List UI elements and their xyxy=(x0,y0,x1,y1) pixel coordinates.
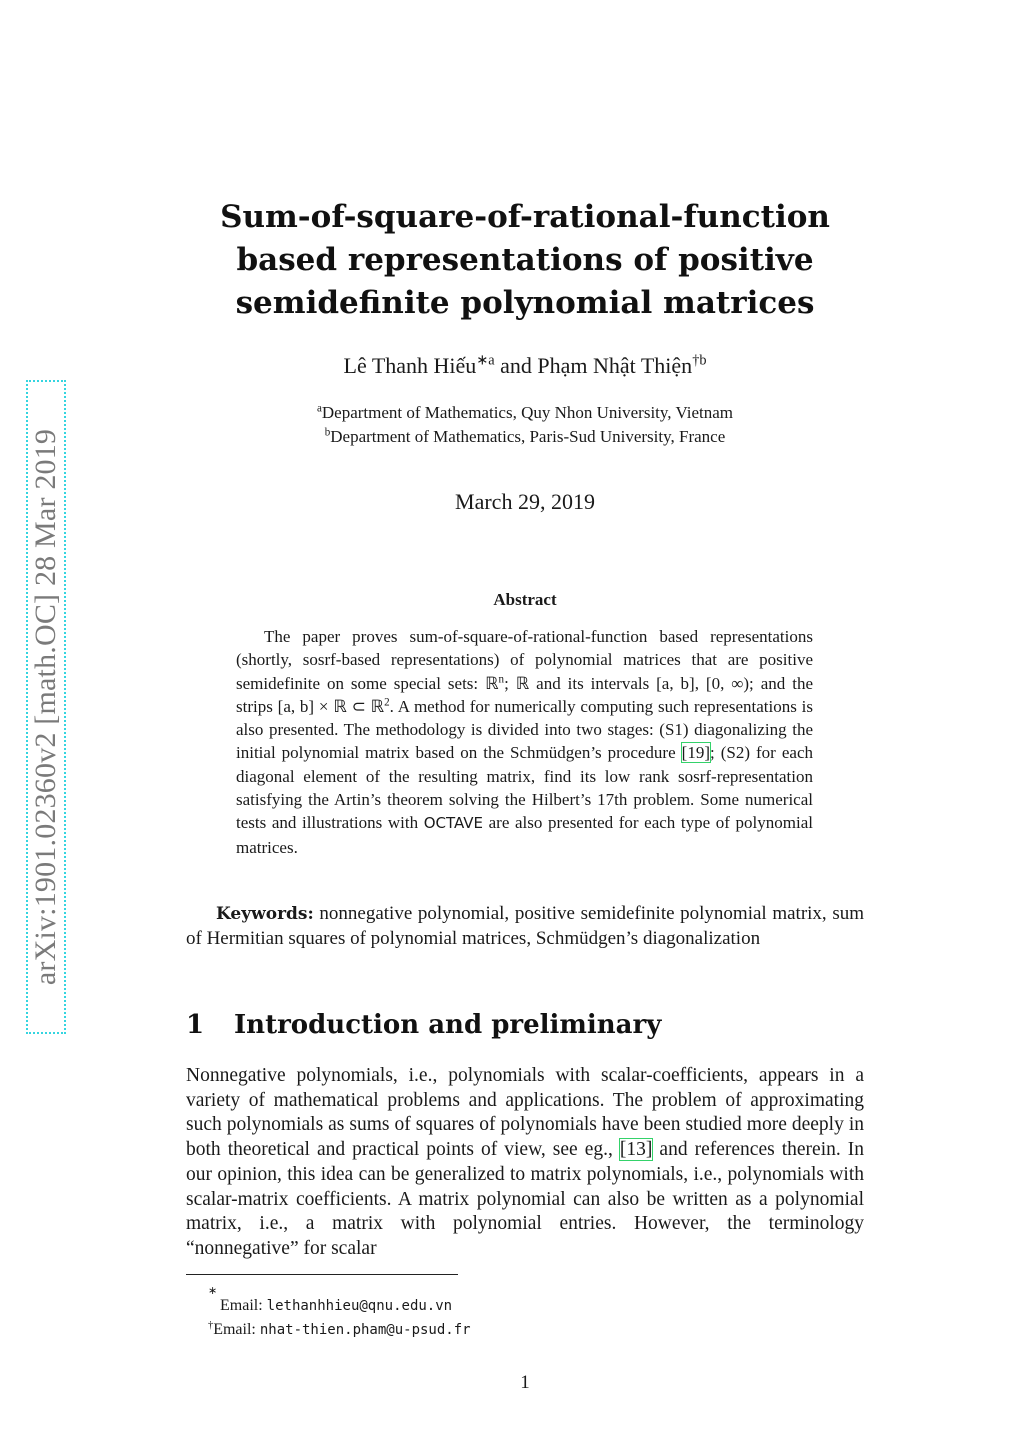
abstract-text: . A method for numerically computing such representations is also presented. The methodology is divided into two stages: (S1) diagonalizing the initial polynomial matrix based on the Schmüdgen’s procedure xyxy=(236,696,813,763)
keywords-text: nonnegative polynomial, positive semidefinite polynomial matrix, sum of Hermitian squares of polynomial matrices, Schmüdgen’s diagonalization xyxy=(186,903,864,949)
affiliation-line xyxy=(186,401,864,425)
keywords-label: Keywords: xyxy=(216,904,314,924)
paper-date: March 29, 2019 xyxy=(455,489,595,514)
paper-title xyxy=(186,196,864,325)
affiliation-line xyxy=(186,425,864,449)
title-line: Sum-of-square-of-rational-function xyxy=(220,199,830,235)
citation-link[interactable]: [19] xyxy=(681,743,710,763)
author-name: Phạm Nhật Thiện xyxy=(537,353,693,378)
title-line: semidefinite polynomial matrices xyxy=(235,285,815,321)
math-superscript: 2 xyxy=(384,696,390,709)
title-line: based representations of positive xyxy=(236,242,814,278)
footnote xyxy=(186,1318,864,1342)
page-number: 1 xyxy=(520,1372,530,1393)
author-name: Lê Thanh Hiếu xyxy=(343,353,477,378)
affiliations xyxy=(186,401,864,449)
footnote xyxy=(186,1280,864,1318)
abstract-text: ; ℝ and its intervals [a, b], [0, ∞); and the strips [a, b] × ℝ ⊂ ℝ xyxy=(236,673,813,716)
section-number: 1 xyxy=(186,1010,205,1040)
author-list xyxy=(186,353,864,379)
affiliation-text: Department of Mathematics, Quy Nhon University, Vietnam xyxy=(321,403,734,422)
arxiv-stamp-text[interactable]: arXiv:1901.02360v2 [math.OC] 28 Mar 2019 xyxy=(29,428,62,986)
abstract-body xyxy=(236,625,813,859)
citation-link[interactable]: [13] xyxy=(619,1139,653,1161)
intro-paragraph xyxy=(186,1064,864,1262)
author-affil-mark: ∗a xyxy=(476,352,495,369)
body-text: and references therein. In our opinion, this idea can be generalized to matrix polynomials, i.e., polynomials with scalar-matrix coefficients. A matrix polynomial can also be written as a polynomial matrix, i.e., a matrix with polynomial entries. However, the terminology “nonnegative” for scalar xyxy=(186,1139,864,1259)
footnotes xyxy=(186,1280,864,1342)
abstract-text: are also presented for each type of polynomial matrices. xyxy=(236,813,813,857)
keywords xyxy=(186,902,864,951)
email-link[interactable]: nhat-thien.pham@u-psud.fr xyxy=(259,1322,471,1338)
affiliation-text: Department of Mathematics, Paris-Sud University, France xyxy=(330,427,726,446)
footnote-mark: † xyxy=(208,1319,214,1331)
footnote-label: Email: xyxy=(213,1321,260,1338)
abstract-text: The paper proves sum-of-square-of-rational-function based representations (shortly, sosrf-based representations) of polynomial matrices that are positive semidefinite on some special sets: ℝ xyxy=(236,627,813,693)
math-superscript: n xyxy=(498,672,505,685)
footnote-mark: ∗ xyxy=(208,1285,218,1297)
body-text: Nonnegative polynomials, i.e., polynomials with scalar-coefficients, appears in a variety of mathematical problems and applications. The problem of approximating such polynomials as sums of squares of polynomials have been studied more deeply in both theoretical and practical points of view, see eg., xyxy=(186,1065,864,1161)
octave-name: OCTAVE xyxy=(423,814,484,833)
author-affil-mark: †b xyxy=(692,352,707,369)
footnote-divider xyxy=(186,1274,458,1275)
affiliation-mark: a xyxy=(316,402,322,415)
section-title: Introduction and preliminary xyxy=(234,1010,662,1040)
affiliation-mark: b xyxy=(324,426,331,439)
author-conjunction: and xyxy=(494,353,538,378)
abstract-heading: Abstract xyxy=(493,590,557,609)
email-link[interactable]: lethanhhieu@qnu.edu.vn xyxy=(266,1298,453,1314)
footnote-label: Email: xyxy=(220,1297,267,1314)
abstract-text: ; (S2) for each diagonal element of the resulting matrix, find its low rank sosrf-representation satisfying the Artin’s theorem solving the Hilbert’s 17th problem. Some numerical tests and illustrations with xyxy=(236,743,813,833)
section-heading xyxy=(186,1010,864,1040)
